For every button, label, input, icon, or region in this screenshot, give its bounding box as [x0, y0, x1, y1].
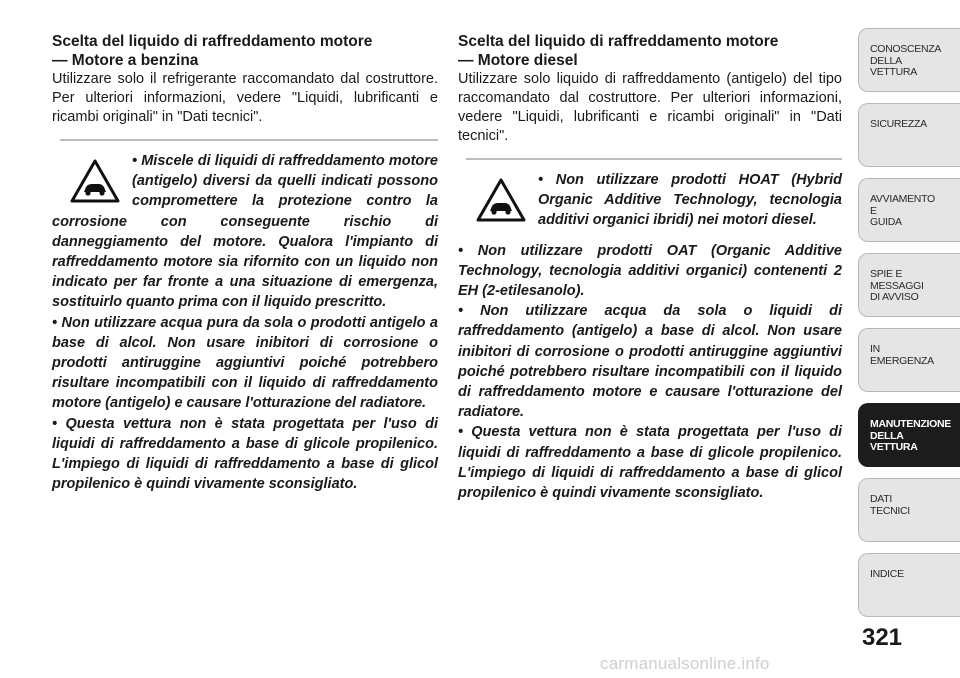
section-tabs — [858, 28, 960, 628]
right-warning-3: • Non utilizzare acqua da sola o liquidi di raffreddamento (antigelo) a base di alcol. Non usare inibitori di corrosione o prodotti antiruggine aggiuntivi poiché potrebbero risultare incompatibili con il liquido di raffreddamento motore e causare l'otturazione del radiatore. — [458, 303, 843, 421]
left-warning-1: • Miscele di liquidi di raffreddamento motore (antigelo) diversi da quelli indicati possono compromettere la protezione contro la corrosione con conseguente rischio di danneggiamento del motore. Qualora l'impianto di raffreddamento motore sia rifornito con un liquido non indicato per far fronte a una situazione di emergenza, sostituirlo quanto prima con il liquido prescritto. — [52, 153, 438, 311]
left-warning-box — [52, 151, 438, 494]
watermark: carmanualsonline.info — [600, 654, 770, 673]
left-heading: Scelta del liquido di raffreddamento motore — Motore a benzina — [52, 33, 373, 69]
tab-manutenzione-della-vettura[interactable]: MANUTENZIONE DELLA VETTURA — [858, 403, 960, 467]
left-divider — [60, 139, 438, 141]
left-warning-2: • Non utilizzare acqua pura da sola o prodotti antigelo a base di alcol. Non usare inibitori di corrosione o prodotti antiruggine aggiuntivi poiché potrebbero risultare incompatibili con il liquido di raffreddamento motore (antigelo) e causare l'otturazione del radiatore. — [52, 314, 439, 412]
right-column — [458, 32, 842, 503]
right-warning-4: • Questa vettura non è stata progettata per l'uso di liquidi di raffreddamento a base di glicole propilenico. L'impiego di liquidi di raffreddamento a base di glicol propilenico è quindi vivamente sconsigliato. — [458, 424, 842, 502]
tab-conoscenza-della-vettura[interactable]: CONOSCENZA DELLA VETTURA — [858, 28, 960, 92]
tab-indice[interactable]: INDICE — [858, 553, 960, 617]
right-paragraph: Utilizzare solo liquido di raffreddamento (antigelo) del tipo raccomandato dal costruttore. Per ulteriori informazioni, vedere "Liquidi, lubrificanti e ricambi originali" in "Dati tecnici". — [458, 71, 842, 144]
tab-avviamento-e-guida[interactable]: AVVIAMENTO E GUIDA — [858, 178, 960, 242]
warning-car-icon — [476, 178, 526, 222]
tab-dati-tecnici[interactable]: DATI TECNICI — [858, 478, 960, 542]
right-warning-1: • Non utilizzare prodotti HOAT (Hybrid Organic Additive Technology, tecnologia additivi organici ibridi) nei motori diesel. — [538, 172, 842, 229]
warning-car-icon — [70, 159, 120, 203]
right-warning-box — [458, 170, 842, 503]
left-warning-3: • Questa vettura non è stata progettata per l'uso di liquidi di raffreddamento a base di glicole propilenico. L'impiego di liquidi di raffreddamento a base di glicol propilenico è quindi vivamente sconsigliato. — [52, 415, 438, 493]
left-paragraph: Utilizzare solo il refrigerante raccomandato dal costruttore. Per ulteriori informazioni, vedere "Liquidi, lubrificanti e ricambi originali" in "Dati tecnici". — [52, 71, 438, 125]
right-divider — [466, 158, 842, 160]
tab-spie-e-messaggi[interactable]: SPIE E MESSAGGI DI AVVISO — [858, 253, 960, 317]
left-column — [52, 32, 438, 494]
right-heading: Scelta del liquido di raffreddamento motore — Motore diesel — [458, 33, 779, 69]
right-warning-2: • Non utilizzare prodotti OAT (Organic Additive Technology, tecnologia additivi organici) contenenti 2 EH (2-etilesanolo). — [458, 242, 842, 300]
tab-in-emergenza[interactable]: IN EMERGENZA — [858, 328, 960, 392]
tab-sicurezza[interactable]: SICUREZZA — [858, 103, 960, 167]
page-number: 321 — [861, 624, 903, 651]
